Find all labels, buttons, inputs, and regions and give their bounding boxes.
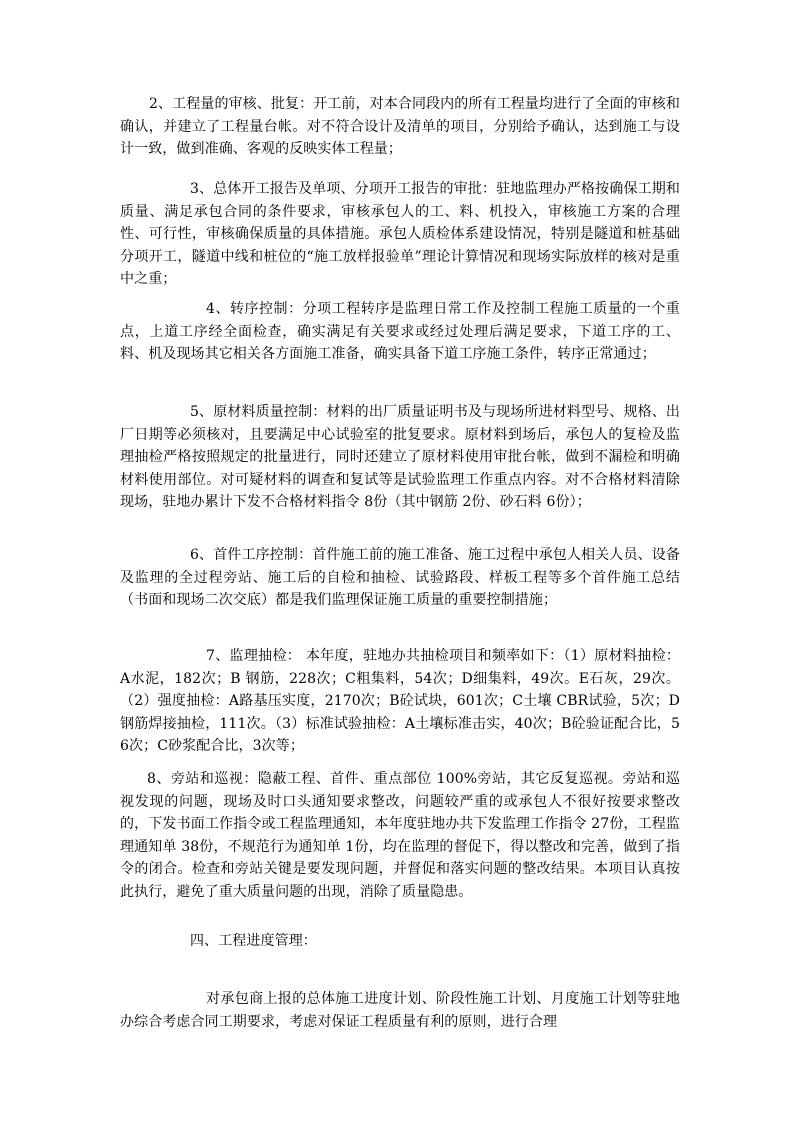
paragraph-process-transfer-control: 4、转序控制：分项工程转序是监理日常工作及控制工程施工质量的一个重点，上道工序经全面检查，确实满足有关要求或经过处理后满足要求，下道工序的工、料、机及现场其它相关各方面施工准备，确实具备下道工序施工条件，转序正常通过； bbox=[120, 301, 680, 362]
paragraph-first-piece-control: 6、首件工序控制：首件施工前的施工准备、施工过程中承包人相关人员、设备及监理的全过程旁站、施工后的自检和抽检、试验路段、样板工程等多个首件施工总结（书面和现场二次交底）都是我们监理保证施工质量的重要控制措施； bbox=[120, 547, 680, 608]
section-heading-progress-management: 四、工程进度管理： bbox=[190, 933, 317, 949]
paragraph-quantity-review: 2、工程量的审核、批复：开工前，对本合同段内的所有工程量均进行了全面的审核和确认，并建立了工程量台帐。对不符合设计及清单的项目，分别给予确认，达到施工与设计一致，做到准确、客观的反映实体工程量； bbox=[120, 96, 680, 157]
paragraph-progress-plan: 对承包商上报的总体施工进度计划、阶段性施工计划、月度施工计划等驻地办综合考虑合同工期要求，考虑对保证工程质量有利的原则，进行合理 bbox=[120, 991, 680, 1030]
paragraph-raw-material-quality: 5、原材料质量控制：材料的出厂质量证明书及与现场所进材料型号、规格、出厂日期等必须核对，且要满足中心试验室的批复要求。原材料到场后，承包人的复检及监理抽检严格按照规定的批量进行，同时还建立了原材料使用审批台帐，做到不漏检和明确材料使用部位。对可疑材料的调查和复试等是试验监理工作重点内容。对不合格材料清除现场，驻地办累计下发不合格材料指令 8份（其中钢筋 2份、砂石料 6份）； bbox=[120, 404, 680, 510]
paragraph-supervision-sampling: 7、监理抽检： 本年度，驻地办共抽检项目和频率如下：（1）原材料抽检：A水泥，182次；B 钢筋，228次；C粗集料，54次；D细集料，49次。E石灰，29次。（2）强度抽检：A路基压实度，2170次；B砼试块，601次；C土壤 CBR试验，5次；D钢筋焊接抽检，111次。（3）标准试验抽检：A土壤标准击实，40次；B砼验证配合比，56次；C砂浆配合比，3次等； bbox=[120, 648, 680, 754]
paragraph-start-report-approval: 3、总体开工报告及单项、分项开工报告的审批：驻地监理办严格按确保工期和质量、满足承包合同的条件要求，审核承包人的工、料、机投入，审核施工方案的合理性、可行性，审核确保质量的具体措施。承包人质检体系建设情况，特别是隧道和桩基础分项开工，隧道中线和桩位的“施工放样报验单”理论计算情况和现场实际放样的核对是重中之重； bbox=[120, 181, 680, 287]
paragraph-side-station-inspection: 8、旁站和巡视：隐蔽工程、首件、重点部位 100%旁站，其它反复巡视。旁站和巡视发现的问题，现场及时口头通知要求整改，问题较严重的或承包人不很好按要求整改的，下发书面工作指令或工程监理通知，本年度驻地办共下发监理工作指令 27份，工程监理通知单 38份，不规范行为通知单 1份，均在监理的督促下，得以整改和完善，做到了指令的闭合。检查和旁站关键是要发现问题，并督促和落实问题的整改结果。本项目认真按此执行，避免了重大质量问题的出现，消除了质量隐患。 bbox=[120, 771, 680, 900]
